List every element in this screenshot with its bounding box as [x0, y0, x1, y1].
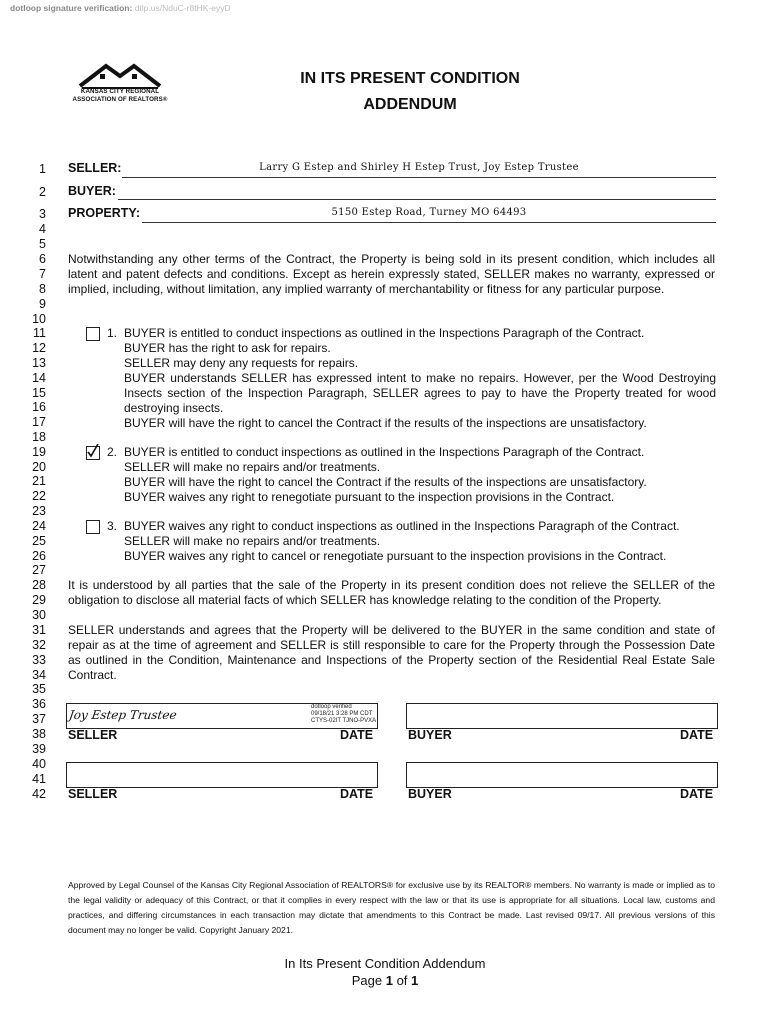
line-number: 3	[39, 207, 46, 221]
seller-signature-box-2[interactable]	[66, 762, 378, 788]
seller-field[interactable]: Larry G Estep and Shirley H Estep Trust, Joy Estep Trustee	[122, 162, 716, 178]
line-number: 16	[32, 400, 46, 414]
line-number: 37	[32, 712, 46, 726]
line-number: 21	[32, 474, 46, 488]
line-number: 15	[32, 386, 46, 400]
line-number: 42	[32, 787, 46, 801]
seller-label: SELLER:	[68, 161, 122, 175]
dotloop-verification	[10, 3, 231, 13]
intro-paragraph: Notwithstanding any other terms of the Contract, the Property is being sold in its present condition, which includes all latent and patent defects and conditions. Except as herein expressly stated, SELLER makes no warranty, expressed or implied, including, without limitation, any implied warranty of merchantability or fitness for any particular purpose.	[68, 252, 715, 296]
option-3-checkbox[interactable]	[86, 520, 100, 534]
option-2-checkbox[interactable]	[86, 446, 100, 460]
option-line: SELLER will make no repairs and/or treatments.	[124, 534, 381, 548]
page-total: 1	[411, 973, 419, 988]
buyer-field[interactable]	[118, 184, 716, 200]
option-2-number: 2.	[107, 445, 118, 459]
line-number: 34	[32, 668, 46, 682]
property-field[interactable]: 5150 Estep Road, Turney MO 64493	[142, 207, 716, 223]
logo-wordmark	[64, 88, 176, 104]
line-number: 8	[39, 282, 46, 296]
seller-sig-label: SELLER	[68, 787, 118, 801]
buyer-date-label: DATE	[680, 728, 714, 742]
page-footer	[200, 955, 570, 989]
dotloop-stamp-line: CTYS-02IT TJNO-PVXA	[311, 718, 377, 724]
line-number: 1	[39, 162, 46, 176]
line-number: 2	[39, 185, 46, 199]
line-number: 19	[32, 445, 46, 459]
seller-date-label: DATE	[340, 787, 374, 801]
line-number: 4	[39, 222, 46, 236]
line-number: 23	[32, 504, 46, 518]
line-number: 12	[32, 341, 46, 355]
line-number: 24	[32, 519, 46, 533]
option-line: BUYER will have the right to cancel the Contract if the results of the inspections are unsatisfactory.	[124, 416, 647, 430]
page-indicator	[200, 972, 570, 989]
line-number: 31	[32, 623, 46, 637]
line-number: 26	[32, 549, 46, 563]
line-number: 7	[39, 267, 46, 281]
option-3-number: 3.	[107, 519, 118, 533]
option-line: BUYER is entitled to conduct inspections as outlined in the Inspections Paragraph of the Contract.	[124, 445, 645, 459]
line-number: 30	[32, 608, 46, 622]
footer-doc-title: In Its Present Condition Addendum	[284, 956, 486, 971]
line-number: 11	[33, 326, 46, 340]
option-1-number: 1.	[107, 326, 118, 340]
delivery-paragraph: SELLER understands and agrees that the Property will be delivered to the BUYER in the same condition and state of repair as at the time of agreement and SELLER is still responsible to care for the Property through the Possession Date as outlined in the Condition, Maintenance and Inspections of the Property section of the Residential Real Estate Sale Contract.	[68, 623, 715, 682]
buyer-signature-box-2[interactable]	[406, 762, 718, 788]
option-1-checkbox[interactable]	[86, 327, 100, 341]
option-line: SELLER will make no repairs and/or treatments.	[124, 460, 381, 474]
seller-signature: Joy Estep Trustee	[68, 708, 178, 722]
line-number: 29	[32, 593, 46, 607]
disclosure-paragraph: It is understood by all parties that the sale of the Property in its present condition does not relieve the SELLER of the obligation to disclose all material facts of which SELLER has knowledge relating to the condition of the Property.	[68, 578, 715, 607]
buyer-sig-label: BUYER	[408, 728, 452, 742]
line-number: 27	[32, 563, 46, 577]
title-line-2: ADDENDUM	[363, 96, 457, 113]
line-number: 38	[32, 727, 46, 741]
dotloop-stamp	[311, 704, 376, 725]
seller-date-label: DATE	[340, 728, 374, 742]
line-number: 10	[32, 312, 46, 326]
option-line: BUYER is entitled to conduct inspections as outlined in the Inspections Paragraph of the Contract.	[124, 326, 645, 340]
line-number: 40	[32, 757, 46, 771]
line-number: 17	[32, 415, 46, 429]
verification-label: dotloop signature verification:	[10, 3, 133, 13]
line-number: 5	[39, 237, 46, 251]
line-number: 20	[32, 460, 46, 474]
option-line: BUYER waives any right to cancel or renegotiate pursuant to the inspection provisions in the Contract.	[124, 549, 667, 563]
line-number: 41	[32, 772, 46, 786]
dotloop-stamp-line: dotloop verified	[311, 704, 352, 710]
line-number: 13	[32, 356, 46, 370]
option-2-text	[124, 445, 716, 505]
dotloop-stamp-line: 09/18/21 3:28 PM CDT	[311, 711, 373, 717]
line-number: 6	[39, 252, 46, 266]
option-line: BUYER will have the right to cancel the Contract if the results of the inspections are unsatisfactory.	[124, 475, 647, 489]
line-number: 28	[32, 578, 46, 592]
line-number: 32	[32, 638, 46, 652]
line-number: 9	[39, 297, 46, 311]
option-3-text	[124, 519, 716, 564]
logo-line-1: KANSAS CITY REGIONAL	[80, 88, 160, 95]
logo-line-2: ASSOCIATION OF REALTORS®	[72, 96, 168, 103]
line-number: 33	[32, 653, 46, 667]
seller-signature-box-1[interactable]	[66, 703, 378, 729]
line-number: 39	[32, 742, 46, 756]
buyer-date-label: DATE	[680, 787, 714, 801]
page-of: of	[396, 973, 408, 988]
checkmark-icon	[86, 444, 100, 458]
line-number: 36	[32, 697, 46, 711]
option-line: BUYER waives any right to renegotiate pursuant to the inspection provisions in the Contract.	[124, 490, 615, 504]
seller-sig-label: SELLER	[68, 728, 118, 742]
buyer-signature-box-1[interactable]	[406, 703, 718, 729]
line-number: 35	[32, 682, 46, 696]
option-line: BUYER has the right to ask for repairs.	[124, 341, 331, 355]
option-1-text	[124, 326, 716, 431]
buyer-sig-label: BUYER	[408, 787, 452, 801]
page-current: 1	[385, 973, 393, 988]
title-line-1: IN ITS PRESENT CONDITION	[300, 70, 520, 87]
option-line: BUYER waives any right to conduct inspections as outlined in the Inspections Paragraph of the Contract.	[124, 519, 680, 533]
option-line: BUYER understands SELLER has expressed intent to make no repairs. However, per the Wood Destroying Insects section of the Inspection Paragraph, SELLER agrees to pay to have the Property treated for wood destroying insects.	[124, 371, 716, 415]
line-number: 22	[32, 489, 46, 503]
line-number: 14	[32, 371, 46, 385]
legal-footer: Approved by Legal Counsel of the Kansas City Regional Association of REALTORS® for exclusive use by its REALTOR® members. No warranty is made or implied as to the legal validity or adequacy of this Contract, or that it complies in every respect with the law or that its use is appropriate for all situations. Local law, customs and practices, and differing circumstances in each transaction may dictate that amendments to this Contract be made. Last revised 09/17. All previous versions of this document may no longer be valid. Copyright January 2021.	[68, 880, 715, 935]
option-line: SELLER may deny any requests for repairs.	[124, 356, 359, 370]
page-label: Page	[351, 973, 383, 988]
line-number: 18	[32, 430, 46, 444]
document-title	[250, 66, 570, 118]
line-number: 25	[32, 534, 46, 548]
buyer-label: BUYER:	[68, 184, 116, 198]
verification-link[interactable]: dtlp.us/NduC-r8tHK-eyyD	[134, 3, 231, 13]
property-label: PROPERTY:	[68, 206, 140, 220]
